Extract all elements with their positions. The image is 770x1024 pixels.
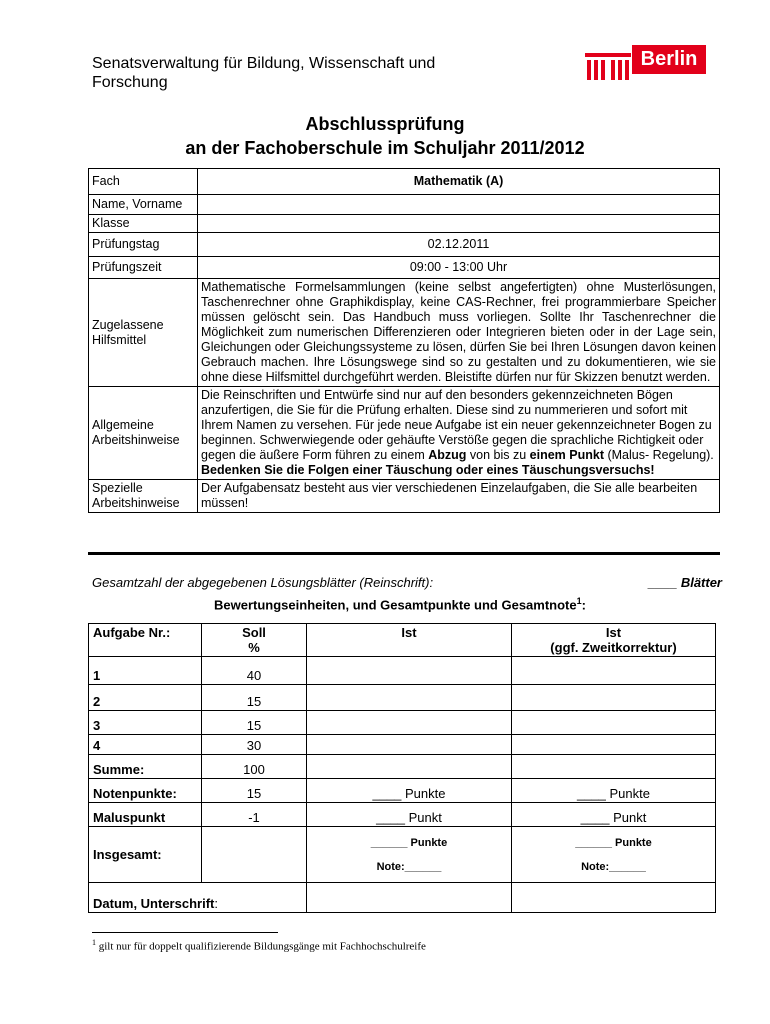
berlin-logo — [585, 45, 720, 85]
document-title — [0, 112, 770, 160]
col-soll — [202, 624, 307, 657]
zeit-value: 09:00 - 13:00 Uhr — [198, 257, 720, 279]
info-row-hilfsmittel — [89, 279, 720, 387]
fach-label: Fach — [89, 169, 198, 195]
col-ist-zweit-1: Ist — [605, 625, 622, 640]
brandenburg-gate-icon — [585, 51, 635, 81]
datum-ist-zweit[interactable] — [512, 883, 716, 913]
insgesamt-punkte-zweit: ______ Punkte — [575, 836, 652, 849]
tag-value: 02.12.2011 — [198, 233, 720, 257]
ist-cell[interactable] — [307, 711, 512, 735]
col-aufgabe: Aufgabe Nr.: — [89, 624, 202, 657]
allgemeine-abzug: Abzug — [428, 448, 467, 462]
summe-ist-zweit[interactable] — [512, 755, 716, 779]
allgemeine-label — [89, 387, 198, 480]
table-row — [89, 735, 716, 755]
summe-value: 100 — [202, 755, 307, 779]
hilfsmittel-label-2: Hilfsmittel — [92, 332, 147, 347]
table-row — [89, 685, 716, 711]
footnote-text: gilt nur für doppelt qualifizierende Bildungsgänge mit Fachhochschulreife — [98, 940, 426, 953]
org-line-1: Senatsverwaltung für Bildung, Wissenschaft und — [92, 55, 436, 72]
allgemeine-text-3: (Malus- Regelung). — [607, 448, 714, 462]
aufgabe-soll: 30 — [202, 735, 307, 755]
info-row-spezielle — [89, 480, 720, 513]
grading-subtitle-text: Bewertungseinheiten, und Gesamtpunkte und Gesamtnote — [214, 597, 577, 613]
summe-label: Summe: — [89, 755, 202, 779]
ist-cell[interactable] — [307, 685, 512, 711]
spezielle-label-1: Spezielle — [92, 481, 143, 495]
maluspunkt-value: -1 — [202, 803, 307, 827]
ist-zweit-cell[interactable] — [512, 735, 716, 755]
maluspunkt-label: Maluspunkt — [89, 803, 202, 827]
grading-header-row — [89, 624, 716, 657]
aufgabe-nr: 3 — [89, 711, 202, 735]
grading-subtitle-colon: : — [581, 597, 586, 613]
ist-zweit-cell[interactable] — [512, 685, 716, 711]
notenpunkte-value: 15 — [202, 779, 307, 803]
klasse-label: Klasse — [89, 215, 198, 233]
hilfsmittel-label — [89, 279, 198, 387]
allgemeine-text — [198, 387, 720, 480]
notenpunkte-ist-zweit[interactable]: ____ Punkte — [512, 779, 716, 803]
maluspunkt-ist[interactable]: ____ Punkt — [307, 803, 512, 827]
aufgabe-nr: 4 — [89, 735, 202, 755]
datum-ist[interactable] — [307, 883, 512, 913]
summe-ist[interactable] — [307, 755, 512, 779]
maluspunkt-ist-zweit[interactable]: ____ Punkt — [512, 803, 716, 827]
aufgabe-soll: 15 — [202, 711, 307, 735]
summe-row — [89, 755, 716, 779]
fach-value: Mathematik (A) — [198, 169, 720, 195]
hilfsmittel-label-1: Zugelassene — [92, 317, 164, 332]
table-row — [89, 657, 716, 685]
maluspunkt-row — [89, 803, 716, 827]
hilfsmittel-text: Mathematische Formelsammlungen (keine selbst angefertigten) ohne Musterlösungen, Taschenrechner ohne Graphikdisplay, keine CAS-Rechner, frei programmierbare Speicher müssen gelöscht sein. Das Handbuch muss vorliegen. Sollte Ihr Taschenrechner die Möglichkeit zum numerischen Differenzieren oder Integrieren bieten oder in der Lage sein, Gleichungen oder Gleichungssysteme zu lösen, dürfen Sie bei Ihren Lösungen davon keinen Gebrauch machen. Ihre Lösungswege sind so zu gestalten und zu dokumentieren, wie sie ohne diese Hilfsmittel durchgeführt werden. Bleistifte dürfen nur für Skizzen benutzt werden. — [198, 279, 720, 387]
exam-info-table — [88, 168, 720, 513]
ist-zweit-cell[interactable] — [512, 711, 716, 735]
datum-label-text: Datum, Unterschrift — [93, 896, 215, 911]
org-line-2: Forschung — [92, 74, 168, 91]
allgemeine-warning: Bedenken Sie die Folgen einer Täuschung oder eines Täuschungsversuchs! — [201, 463, 655, 477]
info-row-tag — [89, 233, 720, 257]
insgesamt-ist[interactable] — [307, 827, 512, 883]
insgesamt-note: Note:______ — [376, 860, 442, 873]
datum-colon: : — [214, 896, 218, 911]
info-row-fach — [89, 169, 720, 195]
ist-cell[interactable] — [307, 657, 512, 685]
insgesamt-soll — [202, 827, 307, 883]
col-soll-1: Soll — [242, 625, 266, 640]
footnote-mark: 1 — [92, 938, 96, 947]
title-line-2: an der Fachoberschule im Schuljahr 2011/2012 — [185, 138, 585, 158]
title-line-1: Abschlussprüfung — [305, 114, 465, 134]
insgesamt-punkte: ______ Punkte — [370, 836, 448, 849]
aufgabe-soll: 15 — [202, 685, 307, 711]
allgemeine-punkt: einem Punkt — [529, 448, 604, 462]
aufgabe-nr: 1 — [89, 657, 202, 685]
allgemeine-label-1: Allgemeine — [92, 418, 154, 432]
footnote-reference: 1 — [576, 596, 582, 606]
footnote — [92, 938, 426, 953]
col-ist: Ist — [307, 624, 512, 657]
sheet-count-label: Gesamtzahl der abgegebenen Lösungsblätter (Reinschrift): — [92, 575, 434, 590]
grading-subtitle — [0, 596, 770, 612]
organization-name — [92, 54, 512, 92]
notenpunkte-label: Notenpunkte: — [89, 779, 202, 803]
footnote-separator — [92, 932, 278, 933]
allgemeine-text-2: von bis zu — [469, 448, 527, 462]
insgesamt-note-zweit: Note:______ — [581, 860, 646, 873]
allgemeine-text-1: Die Reinschriften und Entwürfe sind nur auf den besonders gekennzeichneten Bögen anzufertigen, die Sie für die Prüfung erhalten. Diese sind zu nummerieren und sofort mit Ihrem Namen zu versehen. Für jede neue Aufgabe ist ein neuer gekennzeichneter Bogen zu beginnen. Schwerwiegende oder gehäufte Verstöße gegen die sprachliche Richtigkeit oder gegen die äußere Form führen zu einem — [201, 388, 712, 462]
insgesamt-ist-zweit[interactable] — [512, 827, 716, 883]
col-soll-2: % — [248, 640, 260, 655]
sheet-count-field[interactable]: ____ Blätter — [648, 575, 722, 590]
notenpunkte-ist[interactable]: ____ Punkte — [307, 779, 512, 803]
table-row — [89, 711, 716, 735]
spezielle-label-2: Arbeitshinweise — [92, 496, 180, 510]
ist-cell[interactable] — [307, 735, 512, 755]
ist-zweit-cell[interactable] — [512, 657, 716, 685]
info-row-zeit — [89, 257, 720, 279]
name-label: Name, Vorname — [89, 195, 198, 215]
allgemeine-label-2: Arbeitshinweise — [92, 433, 180, 447]
section-divider — [88, 552, 720, 555]
datum-row — [89, 883, 716, 913]
aufgabe-nr: 2 — [89, 685, 202, 711]
col-ist-zweit-2: (ggf. Zweitkorrektur) — [550, 640, 677, 655]
notenpunkte-row — [89, 779, 716, 803]
insgesamt-row — [89, 827, 716, 883]
sheet-count-line — [92, 575, 722, 593]
spezielle-text: Der Aufgabensatz besteht aus vier verschiedenen Einzelaufgaben, die Sie alle bearbeiten müssen! — [198, 480, 720, 513]
col-ist-zweit — [512, 624, 716, 657]
info-row-name — [89, 195, 720, 215]
tag-label: Prüfungstag — [89, 233, 198, 257]
klasse-field[interactable] — [198, 215, 720, 233]
info-row-klasse — [89, 215, 720, 233]
insgesamt-label: Insgesamt: — [89, 827, 202, 883]
info-row-allgemeine — [89, 387, 720, 480]
spezielle-label — [89, 480, 198, 513]
name-field[interactable] — [198, 195, 720, 215]
zeit-label: Prüfungszeit — [89, 257, 198, 279]
aufgabe-soll: 40 — [202, 657, 307, 685]
grading-table — [88, 623, 716, 913]
datum-label — [89, 883, 307, 913]
logo-text: Berlin — [632, 45, 706, 74]
